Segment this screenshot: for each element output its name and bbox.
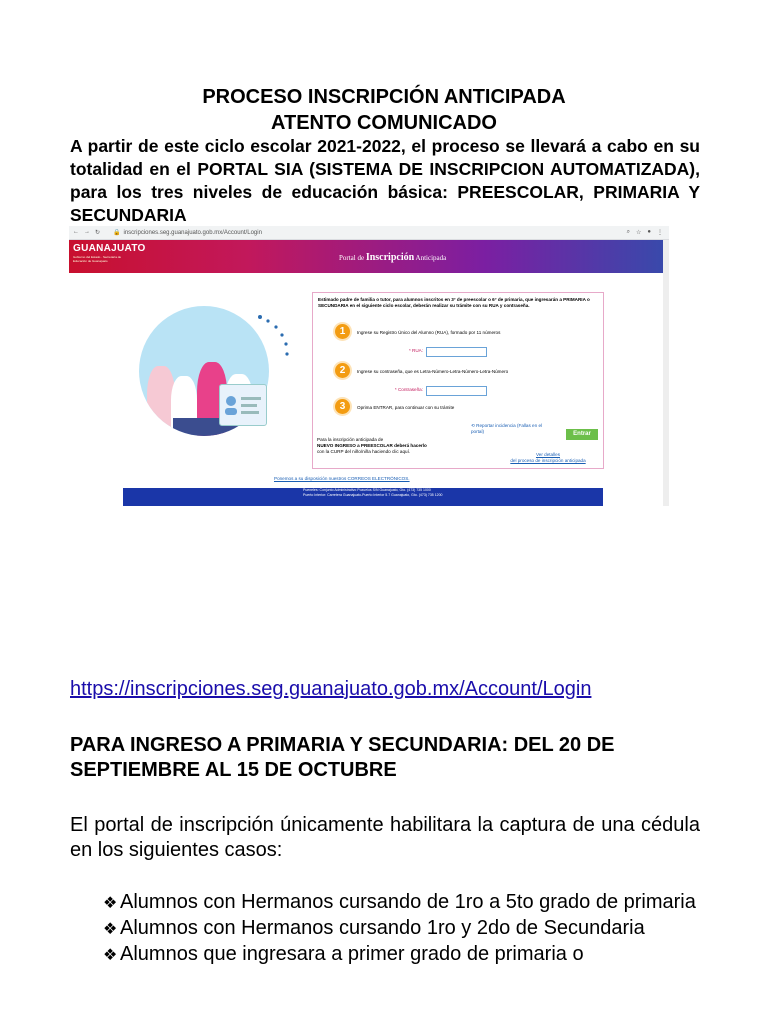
report-incident-link[interactable]: ⟲ Reportar incidencia (Fallas en el portal) — [471, 423, 543, 434]
step-2-badge: 2 — [335, 363, 350, 378]
reload-icon: ↻ — [95, 230, 101, 236]
document-title — [0, 84, 768, 136]
portal-title-prefix: Portal de — [339, 254, 365, 262]
back-icon: ← — [73, 229, 79, 235]
guanajuato-logo: GUANAJUATO — [73, 243, 146, 254]
logo-subtitle: Gobierno del Estado · Secretaría de Educación de Guanajuato — [73, 255, 122, 263]
diamond-bullet-icon: ❖ — [103, 893, 118, 912]
preescolar-info: Para la inscripción anticipada de NUEVO INGRESO a PREESCOLAR deberá hacerlo con la CURP del niño/niña haciendo clic aquí. — [317, 437, 457, 455]
diamond-bullet-icon: ❖ — [103, 919, 118, 938]
rua-label: * RUA: — [408, 348, 423, 353]
form-intro: Estimado padre de familia o tutor, para alumnos inscritos en 3° de preescolar o 6° de primaria, que ingresarán a PRIMARIA o SECUNDARIA en el siguiente ciclo escolar, deberán realizar su trámite con su RUA y contraseña. — [318, 297, 590, 308]
portal-header — [69, 240, 663, 273]
id-card-icon — [219, 384, 267, 426]
cases-list — [103, 890, 700, 968]
step-3-text: Oprima ENTRAR, para continuar con su trámite — [357, 405, 455, 410]
list-item: ❖ Alumnos con Hermanos cursando de 1ro a 5to grado de primaria — [103, 891, 696, 913]
dates-heading: PARA INGRESO A PRIMARIA Y SECUNDARIA: DEL 20 DE SEPTIEMBRE AL 15 DE OCTUBRE — [70, 734, 615, 781]
email-contacts-link[interactable]: Ponemos a su disposición nuestros CORREOS ELECTRÓNICOS. — [274, 476, 410, 481]
step-2-text: Ingrese su contraseña, que es Letra-Número-Letra-Número-Letra-Número — [357, 369, 509, 374]
step-1-text: Ingrese su Registro Único del Alumno (RUA), formado por 11 números — [357, 330, 501, 335]
password-input[interactable] — [426, 386, 487, 396]
process-details-link[interactable]: Ver detalles del proceso de inscripción anticipada — [510, 452, 586, 463]
portal-title-suffix: Anticipada — [415, 254, 447, 262]
zoom-icon: ⌕ — [626, 229, 630, 235]
portal-footer: Pueneles: Conjunto Administrativo Pozuelos S/N Guanajuato, Gto. (473) 735 1000 Puerto Interior: Carretera Guanajuato-Puerto Interior 5.7 Guanajuato, Gto. (473) 735 1200 — [123, 488, 603, 506]
list-item: ❖ Alumnos con Hermanos cursando 1ro y 2do de Secundaria — [103, 917, 645, 939]
profile-icon: ● — [647, 229, 651, 235]
intro-paragraph: A partir de este ciclo escolar 2021-2022, el proceso se llevará a cabo en su totalidad en el PORTAL SIA (SISTEMA DE INSCRIPCION AUTOMATIZADA), para los tres niveles de educación básica: PREESCOLAR, PRIMARIA Y SECUNDARIA — [70, 136, 700, 225]
login-form — [312, 292, 604, 469]
browser-url: inscripciones.seg.guanajuato.gob.mx/Account/Login — [123, 229, 262, 236]
enter-button[interactable]: Entrar — [566, 429, 598, 440]
refresh-icon: ⟲ — [471, 423, 475, 428]
portal-screenshot — [69, 226, 669, 506]
step-3-badge: 3 — [335, 399, 350, 414]
rua-input[interactable] — [426, 347, 487, 357]
menu-icon: ⋮ — [657, 230, 663, 236]
forward-icon: → — [84, 229, 90, 235]
lock-icon: 🔒 — [113, 230, 121, 236]
browser-toolbar — [69, 226, 669, 240]
portal-title-main: Inscripción — [365, 252, 415, 263]
star-icon: ☆ — [635, 230, 642, 236]
password-label: * Contraseña: — [394, 387, 423, 392]
cases-paragraph: El portal de inscripción únicamente habilitara la captura de una cédula en los siguientes casos: — [70, 814, 700, 861]
portal-title — [339, 252, 446, 263]
title-line-2: ATENTO COMUNICADO — [271, 112, 497, 134]
list-item: ❖ Alumnos que ingresara a primer grado de primaria o — [103, 943, 584, 965]
title-line-1: PROCESO INSCRIPCIÓN ANTICIPADA — [202, 86, 566, 108]
portal-url-link[interactable]: https://inscripciones.seg.guanajuato.gob.mx/Account/Login — [70, 678, 592, 700]
decorative-dots — [254, 311, 294, 371]
scrollbar — [663, 240, 669, 506]
diamond-bullet-icon: ❖ — [103, 945, 118, 964]
curp-link[interactable]: con la CURP del niño/niña haciendo clic aquí. — [317, 449, 411, 454]
step-1-badge: 1 — [335, 324, 350, 339]
